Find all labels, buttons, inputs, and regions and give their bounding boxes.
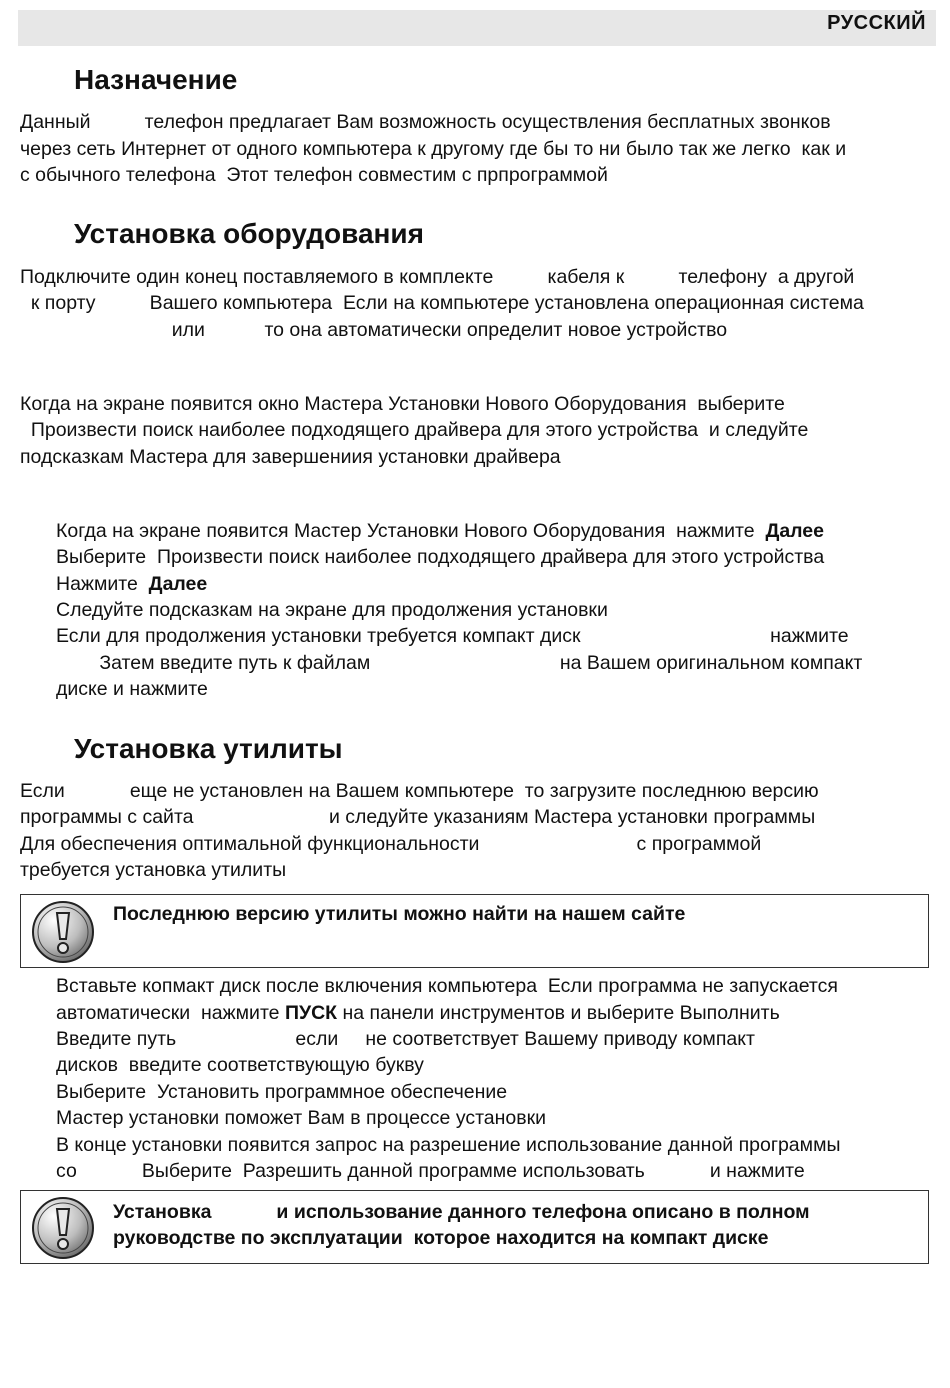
- utility-step: автоматически нажмите ПУСК на панели инструментов и выберите Выполнить: [56, 1002, 780, 1024]
- note-box: [20, 1190, 929, 1264]
- hardware-step: диске и нажмите: [56, 678, 208, 700]
- language-bar: [18, 10, 936, 46]
- note-text: Установка и использование данного телефона описано в полном: [113, 1201, 810, 1223]
- utility-step: Вставьте копмакт диск после включения компьютера Если программа не запускается: [56, 975, 838, 997]
- utility-line: Если еще не установлен на Вашем компьютере то загрузите последнюю версию: [20, 780, 819, 802]
- hardware-step: Нажмите Далее: [56, 573, 208, 595]
- hardware-line: или то она автоматически определит новое устройство: [20, 319, 728, 341]
- note-box: [20, 894, 929, 968]
- purpose-line: Данный телефон предлагает Вам возможность осуществления бесплатных звонков: [20, 111, 831, 133]
- heading-utility: Установка утилиты: [74, 733, 343, 764]
- hardware-step: Когда на экране появится Мастер Установки Нового Оборудования нажмите Далее: [56, 520, 824, 542]
- utility-step: Выберите Установить программное обеспечение: [56, 1081, 508, 1103]
- purpose-line: с обычного телефона Этот телефон совместим с прпрограммой: [20, 164, 608, 186]
- utility-line: Для обеспечения оптимальной функциональности с программой: [20, 833, 762, 855]
- heading-purpose: Назначение: [74, 64, 238, 95]
- hardware-step: Выберите Произвести поиск наиболее подходящего драйвера для этого устройства: [56, 546, 825, 568]
- hardware-line: к порту Вашего компьютера Если на компьютере установлена операционная система: [20, 292, 864, 314]
- purpose-line: через сеть Интернет от одного компьютера к другому где бы то ни было так же легко как и: [20, 138, 847, 160]
- exclamation-icon: [30, 899, 96, 965]
- utility-step: Мастер установки поможет Вам в процессе установки: [56, 1107, 547, 1129]
- heading-hardware: Установка оборудования: [74, 218, 424, 249]
- hardware-step: Если для продолжения установки требуется компакт диск нажмите: [56, 625, 849, 647]
- utility-line: требуется установка утилиты: [20, 859, 287, 881]
- hardware-line: Когда на экране появится окно Мастера Установки Нового Оборудования выберите: [20, 393, 785, 415]
- utility-step: со Выберите Разрешить данной программе использовать и нажмите: [56, 1160, 805, 1182]
- utility-step: В конце установки появится запрос на разрешение использование данной программы: [56, 1134, 841, 1156]
- hardware-step: Следуйте подсказкам на экране для продолжения установки: [56, 599, 608, 621]
- hardware-line: Подключите один конец поставляемого в комплекте кабеля к телефону а другой: [20, 266, 855, 288]
- utility-step: Введите путь если не соответствует Вашему приводу компакт: [56, 1028, 755, 1050]
- hardware-line: Произвести поиск наиболее подходящего драйвера для этого устройства и следуйте: [20, 419, 809, 441]
- language-label: РУССКИЙ: [827, 12, 926, 34]
- hardware-line: подсказкам Мастера для завершениия установки драйвера: [20, 446, 561, 468]
- note-text: Последнюю версию утилиты можно найти на нашем сайте: [113, 903, 686, 925]
- note-text: руководстве по эксплуатации которое находится на компакт диске: [113, 1227, 769, 1249]
- hardware-step: Затем введите путь к файлам на Вашем оригинальном компакт: [56, 652, 863, 674]
- utility-step: дисков введите соответствующую букву: [56, 1054, 424, 1076]
- utility-line: программы с сайта и следуйте указаниям Мастера установки программы: [20, 806, 816, 828]
- exclamation-icon: [30, 1195, 96, 1261]
